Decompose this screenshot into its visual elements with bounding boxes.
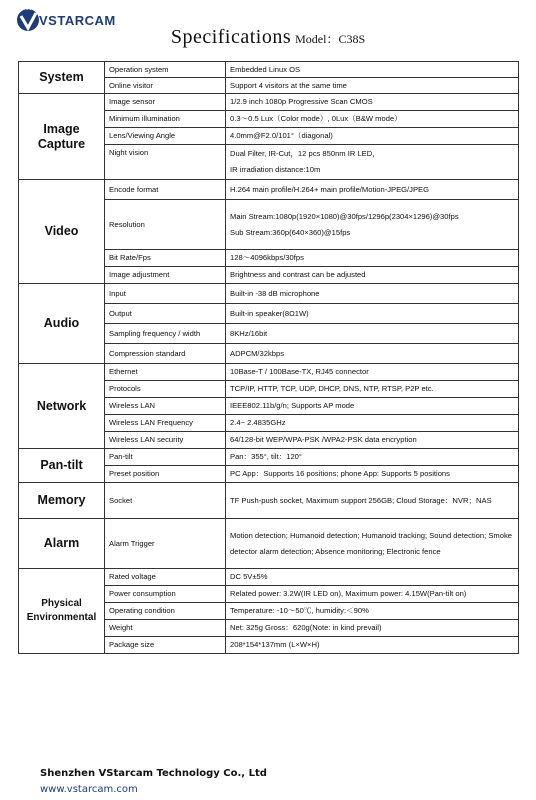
spec-value: TF Push-push socket, Maximum support 256GB; Cloud Storage：NVR；NAS [226,483,519,519]
spec-value: IEEE802.11b/g/n; Supports AP mode [226,398,519,415]
spec-value: ADPCM/32kbps [226,344,519,364]
logo-text: VSTARCAM [39,13,116,28]
category-system: System [19,62,105,94]
spec-label: Ethernet [105,364,226,381]
spec-value-line: IR irradiation distance:10m [230,165,321,174]
category-pan-tilt: Pan-tilt [19,449,105,483]
spec-value-line: Sub Stream:360p(640×360)@15fps [230,227,351,237]
table-row [19,449,519,466]
spec-label: Output [105,304,226,324]
spec-label: Protocols [105,381,226,398]
footer-website-link[interactable]: www.vstarcam.com [40,784,138,795]
spec-value-line: Dual Filter, IR-Cut，12 pcs 850nm IR LED， [230,149,380,158]
spec-label: Image adjustment [105,267,226,284]
spec-value: 1/2.9 inch 1080p Progressive Scan CMOS [226,94,519,111]
spec-label: Encode format [105,180,226,200]
spec-label: Image sensor [105,94,226,111]
category-audio: Audio [19,284,105,364]
spec-value: Pan：355°, tilt：120° [226,449,519,466]
table-row [19,94,519,111]
spec-label: Compression standard [105,344,226,364]
footer-company: Shenzhen VStarcam Technology Co., Ltd [40,768,267,779]
table-row [19,483,519,519]
spec-value: TCP/IP, HTTP, TCP, UDP, DHCP, DNS, NTP, RTSP, P2P etc. [226,381,519,398]
spec-label: Input [105,284,226,304]
spec-label: Socket [105,483,226,519]
category-image-capture: Image Capture [19,94,105,180]
spec-value-line: Main Stream:1080p(1920×1080)@30fps/1296p(2304×1296)@30fps [230,211,459,221]
spec-value: Motion detection; Humanoid detection; Humanoid tracking; Sound detection; Smoke detector alarm detection; Absence monitoring; Electronic fence [226,519,519,569]
table-row [19,519,519,569]
spec-label: Preset position [105,466,226,483]
spec-label: Wireless LAN [105,398,226,415]
spec-value: 2.4~ 2.4835GHz [226,415,519,432]
spec-value: 128～4096kbps/30fps [226,250,519,267]
spec-label: Pan-tilt [105,449,226,466]
model-label: Model：C38S [295,32,366,46]
spec-value: Built-in speaker(8Ω1W) [226,304,519,324]
spec-label: Rated voltage [105,569,226,586]
spec-value: Built-in -38 dB microphone [226,284,519,304]
table-row [19,180,519,200]
spec-label: Resolution [105,200,226,250]
spec-value-multiline [226,200,519,250]
spec-value: DC 5V±5% [226,569,519,586]
spec-value: Support 4 visitors at the same time [226,78,519,94]
table-row [19,62,519,78]
spec-label: Power consumption [105,586,226,603]
spec-label: Wireless LAN security [105,432,226,449]
spec-label: Minimum illumination [105,111,226,128]
category-physical-environmental: Physical Environmental [19,569,105,654]
spec-value: 0.3～0.5 Lux（Color mode）, 0Lux（B&W mode） [226,111,519,128]
spec-value: 10Base-T / 100Base-TX, RJ45 connector [226,364,519,381]
table-row [19,284,519,304]
spec-value: 8KHz/16bit [226,324,519,344]
spec-label: Sampling frequency / width [105,324,226,344]
spec-label: Package size [105,637,226,654]
category-video: Video [19,180,105,284]
spec-value: Related power: 3.2W(IR LED on), Maximum power: 4.15W(Pan-tilt on) [226,586,519,603]
spec-value-multiline [226,145,519,180]
spec-label: Operation system [105,62,226,78]
spec-label: Weight [105,620,226,637]
table-row [19,364,519,381]
spec-label: Lens/Viewing Angle [105,128,226,145]
spec-value: Net: 325g Gross：620g(Note: in kind prevail) [226,620,519,637]
spec-label: Bit Rate/Fps [105,250,226,267]
spec-value: Brightness and contrast can be adjusted [226,267,519,284]
spec-label: Operating condition [105,603,226,620]
category-alarm: Alarm [19,519,105,569]
spec-value: Embedded Linux OS [226,62,519,78]
specifications-table [18,61,519,654]
spec-value: 4.0mm@F2.0/101°（diagonal) [226,128,519,145]
table-row [19,569,519,586]
category-network: Network [19,364,105,449]
spec-label: Night vision [105,145,226,180]
spec-label: Wireless LAN Frequency [105,415,226,432]
spec-label: Online visitor [105,78,226,94]
category-memory: Memory [19,483,105,519]
spec-value: H.264 main profile/H.264+ main profile/Motion-JPEG/JPEG [226,180,519,200]
spec-value: PC App：Supports 16 positions; phone App: Supports 5 positions [226,466,519,483]
page-title [0,26,536,49]
title-text: Specifications [170,26,292,48]
spec-value: 64/128-bit WEP/WPA-PSK /WPA2-PSK data encryption [226,432,519,449]
spec-value: Temperature: -10～50℃, humidity:＜90% [226,603,519,620]
spec-label: Alarm Trigger [105,519,226,569]
spec-value: 208*154*137mm (L×W×H) [226,637,519,654]
